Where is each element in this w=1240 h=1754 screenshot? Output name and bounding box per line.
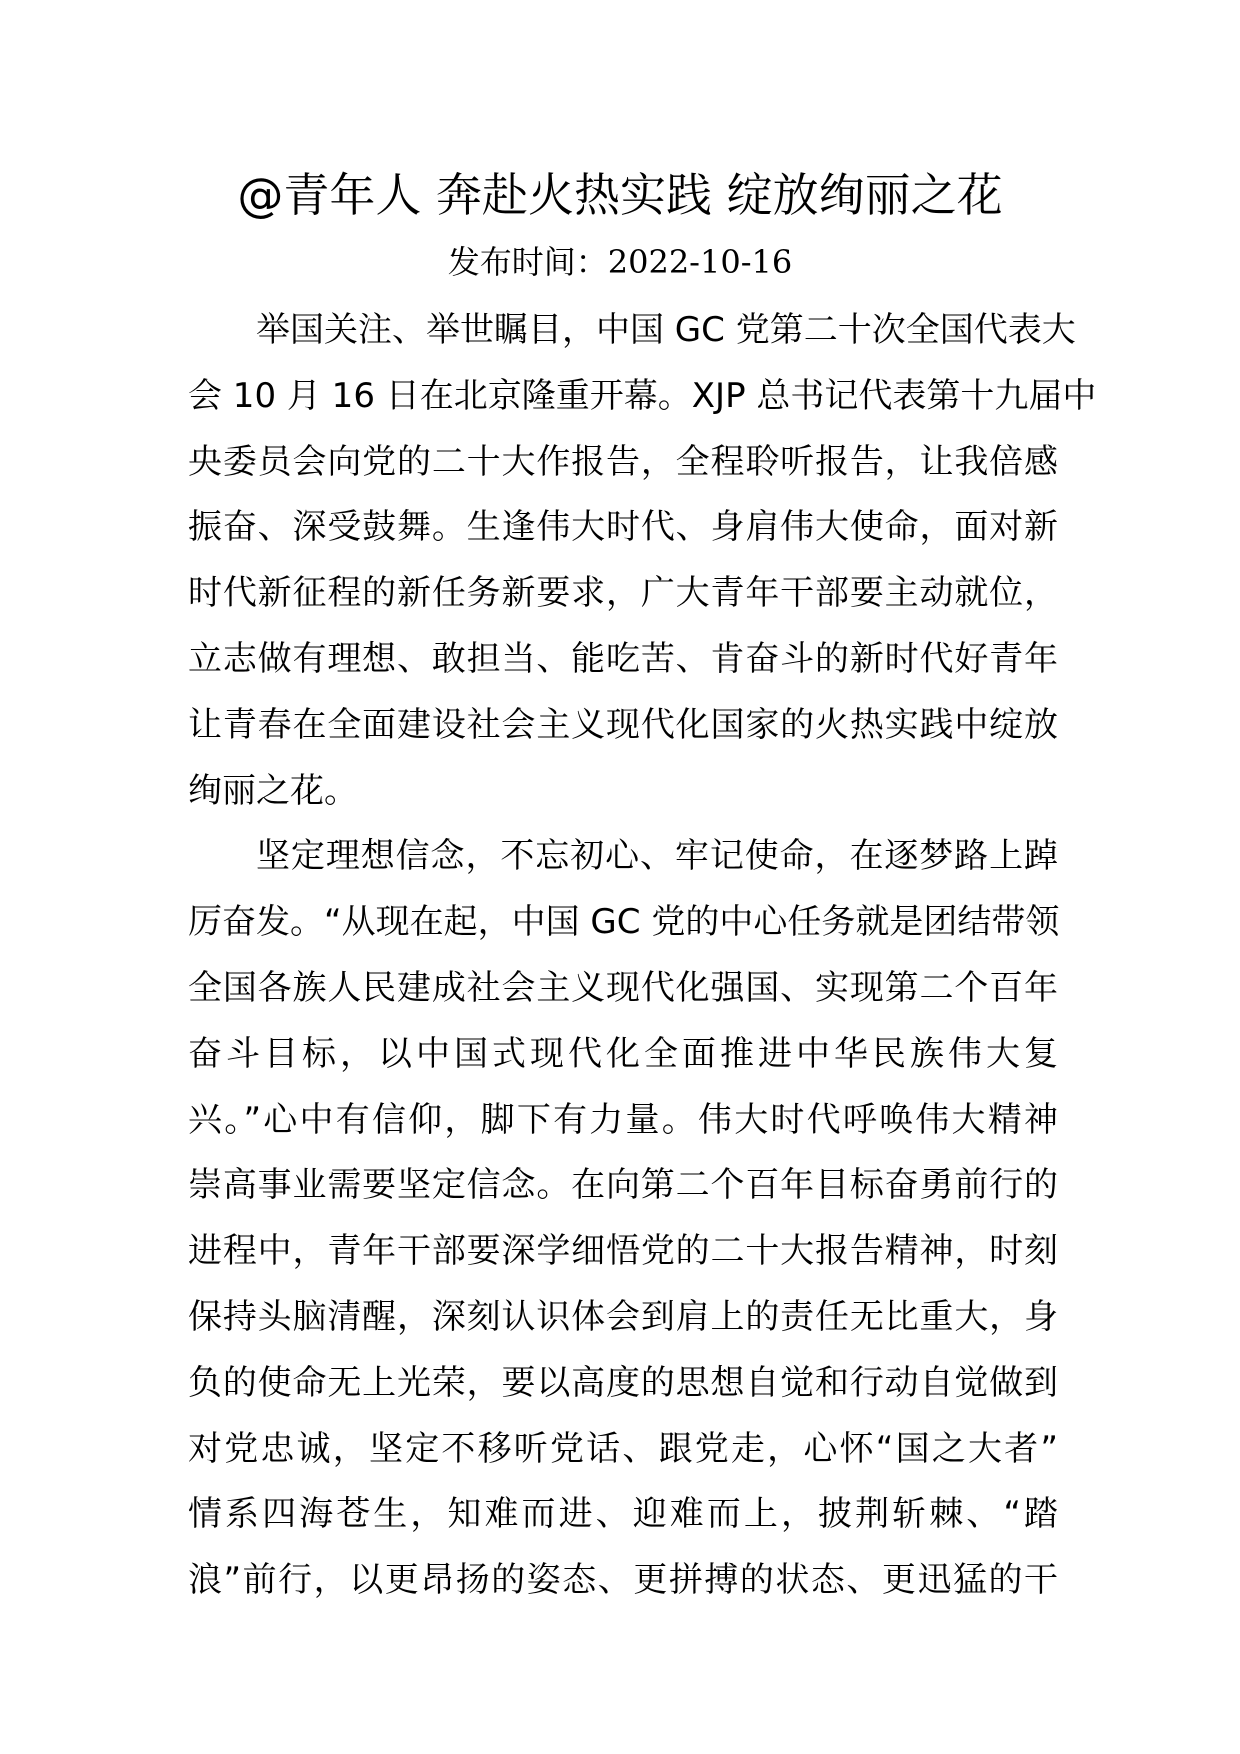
paragraph-1-line-8: 绚丽之花。 (188, 770, 358, 811)
paragraph-2-line-2: 厉奋发。“从现在起，中国 GC 党的中心任务就是团结带领 (188, 902, 1060, 943)
paragraph-2-line-12: 浪”前行，以更昂扬的姿态、更拼搏的状态、更迅猛的干 (188, 1560, 1058, 1601)
paragraph-1-line-5: 时代新征程的新任务新要求，广大青年干部要主动就位， (188, 573, 1058, 614)
paragraph-1-line-1: 举国关注、举世瞩目，中国 GC 党第二十次全国代表大 (256, 310, 1076, 350)
paragraph-1-line-7: 让青春在全面建设社会主义现代化国家的火热实践中绽放 (188, 704, 1058, 745)
paragraph-2-line-10: 对党忠诚，坚定不移听党话、跟党走，心怀“国之大者” (188, 1428, 1058, 1469)
paragraph-1-line-6: 立志做有理想、敢担当、能吃苦、肯奋斗的新时代好青年 (188, 638, 1058, 679)
paragraph-2-line-9: 负的使命无上光荣，要以高度的思想自觉和行动自觉做到 (188, 1362, 1058, 1403)
paragraph-1-line-4: 振奋、深受鼓舞。生逢伟大时代、身肩伟大使命，面对新 (188, 507, 1058, 548)
paragraph-2-line-7: 进程中，青年干部要深学细悟党的二十大报告精神，时刻 (188, 1231, 1058, 1272)
paragraph-2-line-4: 奋斗目标，以中国式现代化全面推进中华民族伟大复 (188, 1033, 1058, 1074)
paragraph-2-line-3: 全国各族人民建成社会主义现代化强国、实现第二个百年 (188, 967, 1058, 1008)
paragraph-2-line-11: 情系四海苍生，知难而进、迎难而上，披荆斩棘、“踏 (188, 1494, 1058, 1535)
paragraph-1-line-2: 会 10 月 16 日在北京隆重开幕。XJP 总书记代表第十九届中 (188, 375, 1097, 416)
document-title: @青年人 奔赴火热实践 绽放绚丽之花 (237, 168, 1003, 222)
paragraph-2-line-5: 兴。”心中有信仰，脚下有力量。伟大时代呼唤伟大精神 (188, 1099, 1058, 1140)
paragraph-2-line-1: 坚定理想信念，不忘初心、牢记使命，在逐梦路上踔 (256, 836, 1058, 877)
publish-date: 发布时间：2022-10-16 (447, 243, 793, 281)
paragraph-2-line-6: 崇高事业需要坚定信念。在向第二个百年目标奋勇前行的 (188, 1165, 1058, 1206)
paragraph-2-line-8: 保持头脑清醒，深刻认识体会到肩上的责任无比重大，身 (188, 1296, 1058, 1337)
paragraph-1-line-3: 央委员会向党的二十大作报告，全程聆听报告，让我倍感 (188, 441, 1058, 482)
document-body (188, 298, 1097, 1614)
